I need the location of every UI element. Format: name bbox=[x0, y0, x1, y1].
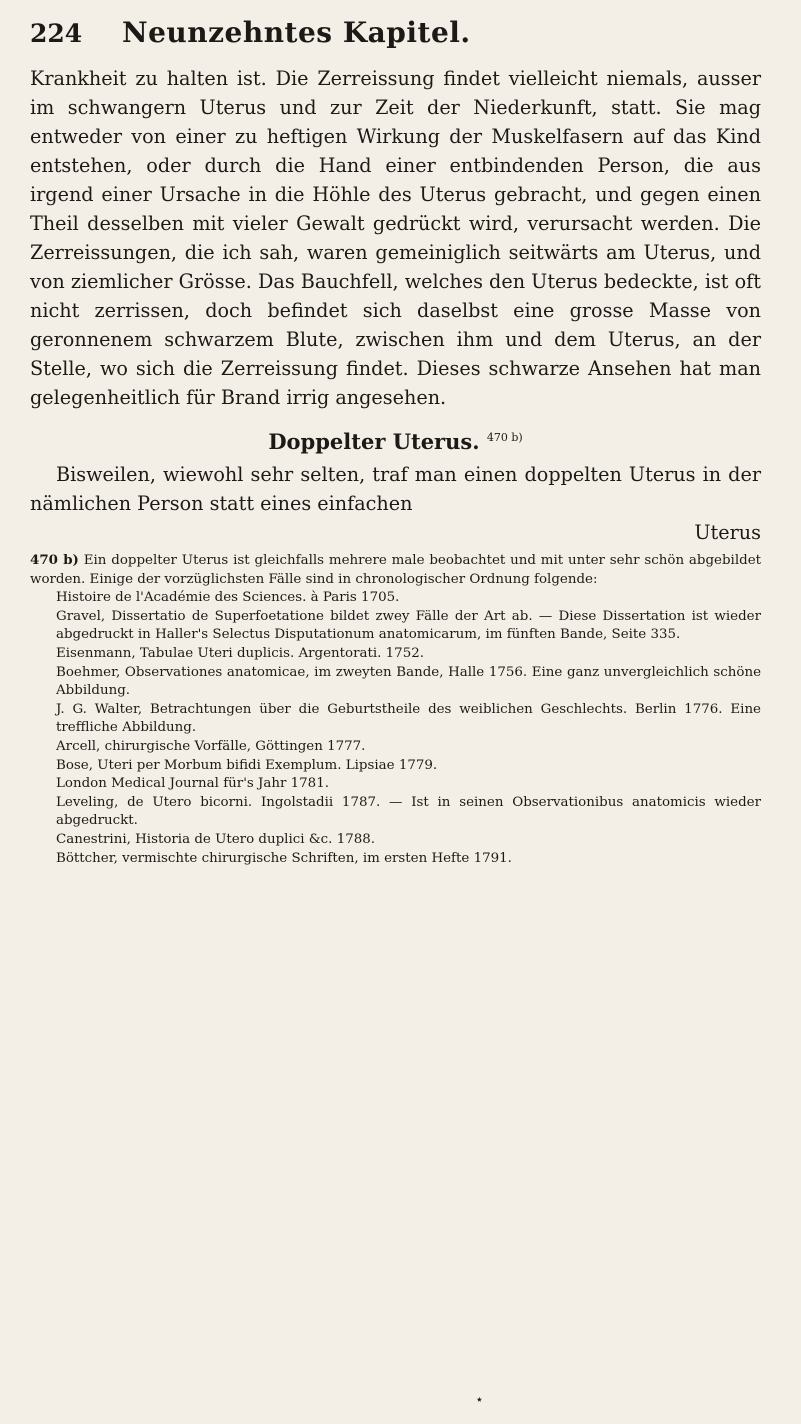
print-mark: ⋆ bbox=[475, 1392, 484, 1408]
page-number: 224 bbox=[30, 19, 83, 48]
footnote-reference: Histoire de l'Académie des Sciences. à Paris 1705. bbox=[56, 590, 400, 606]
footnote-reference: Gravel, Dissertatio de Superfoetatione bildet zwey Fälle der Art ab. — Diese Dissertation ist wieder abgedruckt in Haller's Selectus Disputationum anatomicarum, im fünften Bande, Seite 335. bbox=[56, 608, 761, 643]
page-header bbox=[30, 16, 761, 58]
footnote-reference: Eisenmann, Tabulae Uteri duplicis. Argentorati. 1752. bbox=[56, 645, 424, 661]
footnote-reference: Leveling, de Utero bicorni. Ingolstadii 1787. — Ist in seinen Observationibus anatomicis wieder abgedruckt. bbox=[56, 794, 761, 829]
paragraph: Krankheit zu halten ist. Die Zerreissung findet vielleicht niemals, ausser im schwangern Uterus und zur Zeit der Niederkunft, statt. Sie mag entweder von einer zu heftigen Wirkung der Muskelfasern auf das Kind entstehen, oder durch die Hand einer entbindenden Person, die aus irgend einer Ursache in die Höhle des Uterus gebracht, und gegen einen Theil desselben mit vieler Gewalt gedrückt wird, verursacht werden. Die Zerreissungen, die ich sah, waren gemeiniglich seitwärts am Uterus, und von ziemlicher Grösse. Das Bauchfell, welches den Uterus bedeckte, ist oft nicht zerrissen, doch befindet sich daselbst eine grosse Masse von geronnenem schwarzem Blute, zwischen ihm und dem Uterus, an der Stelle, wo sich die Zerreissung findet. Dieses schwarze Ansehen hat man gelegenheitlich für Brand irrig angesehen. bbox=[30, 67, 761, 409]
footnote-marker: 470 b) bbox=[30, 552, 79, 568]
footnote-reference: Boehmer, Observationes anatomicae, im zweyten Bande, Halle 1756. Eine ganz unvergleichlich schöne Abbildung. bbox=[56, 664, 761, 699]
footnote-reference: Böttcher, vermischte chirurgische Schriften, im ersten Hefte 1791. bbox=[56, 850, 512, 866]
footnote-reference: Canestrini, Historia de Utero duplici &c. 1788. bbox=[56, 831, 376, 847]
section-heading bbox=[30, 424, 761, 456]
footnote-reference: Bose, Uteri per Morbum bifidi Exemplum. Lipsiae 1779. bbox=[56, 757, 438, 773]
section-paragraph: Bisweilen, wiewohl sehr selten, traf man einen doppelten Uterus in der nämlichen Person statt eines einfachen bbox=[30, 463, 761, 515]
catchword: Uterus bbox=[694, 521, 761, 544]
footnote-intro: Ein doppelter Uterus ist gleichfalls mehrere male beobachtet und mit unter sehr schön abgebildet worden. Einige der vorzüglichsten Fälle sind in chronologischer Ordnung folgende: bbox=[30, 553, 762, 587]
footnote-reference: J. G. Walter, Betrachtungen über die Geburtstheile des weiblichen Geschlechts. Berlin 1776. Eine treffliche Abbildung. bbox=[56, 701, 761, 736]
main-text bbox=[30, 64, 761, 547]
section-title: Doppelter Uterus. bbox=[268, 429, 480, 454]
section-ref: 470 b) bbox=[486, 431, 523, 444]
footnote-reference: London Medical Journal für's Jahr 1781. bbox=[56, 776, 329, 792]
footnote-reference: Arcell, chirurgische Vorfälle, Göttingen 1777. bbox=[56, 738, 366, 754]
footnote bbox=[30, 551, 761, 868]
running-head: Neunzehntes Kapitel. bbox=[122, 16, 471, 49]
